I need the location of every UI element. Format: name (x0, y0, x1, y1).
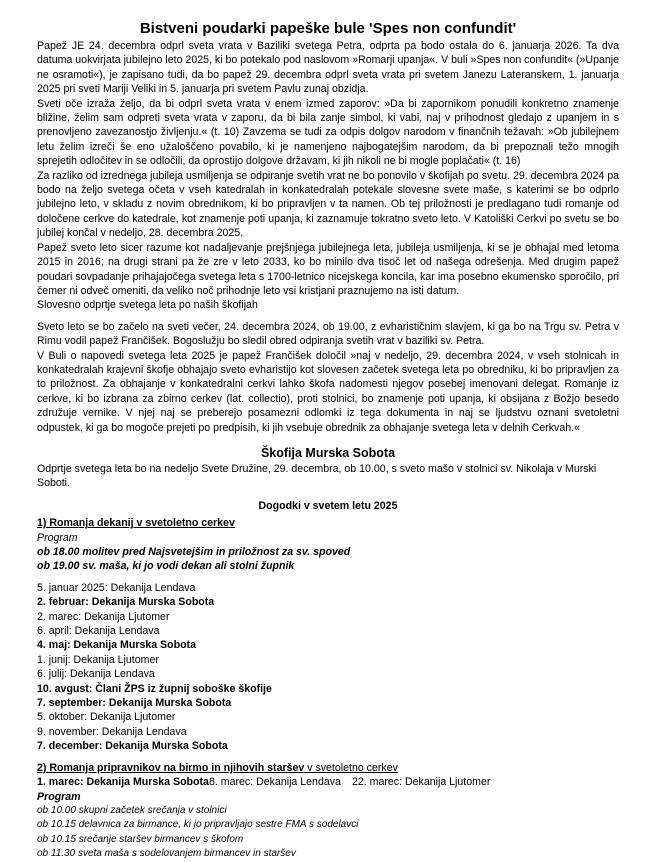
events-section-1 (37, 516, 619, 754)
date-item: 1. marec: Dekanija Murska Sobota (37, 776, 209, 789)
date-item: 9. november: Dekanija Lendava (37, 725, 187, 738)
date-item: 10. avgust: Člani ŽPS iz župnij soboške škofije (37, 682, 272, 695)
section-1-title: 1) Romanja dekanij v svetoletno cerkev (37, 517, 235, 530)
date-item: 6. julij: Dekanija Lendava (37, 668, 155, 681)
document-title: Bistveni poudarki papeške bule 'Spes non confundit' (139, 20, 517, 37)
section-2-program-item: ob 10.15 delavnica za birmance, ki jo pripravljajo sestre FMA s sodelavci (37, 819, 359, 831)
section-2-program-label: Program (37, 790, 81, 803)
diocese-text: Odprtje svetega leta bo na nedeljo Svete Družine, 29. decembra, ob 10.00, s sveto mašo v stolnici sv. Nikolaja v Murski Soboti. (37, 462, 597, 490)
diocese-heading: Škofija Murska Sobota (260, 445, 396, 460)
section-2-dates (37, 775, 619, 789)
paragraph-dioceses: Za razliko od izrednega jubileja usmiljenja se odpiranje svetih vrat ne bo ponovilo v škofijah po svetu. 29. decembra 2024 pa bodo na željo svetega očeta v vseh katedralah in konkatedralah potekale slovesne svete maše, s katerimi se bo odprlo jubilejno leto, v skladu z novim obrednikom, ki bo pripravljen v ta namen. Ob tej priložnosti je predlagano tudi romanje od določene cerkve do katedrale, kot znamenje poti upanja, ki zaznamuje tokratno sveto leto. V Katoliški Cerkvi po svetu se bo jubilej končal v nedeljo, 28. decembra 2025. (37, 169, 619, 240)
date-item: 2. februar: Dekanija Murska Sobota (37, 596, 215, 609)
spacer (37, 754, 619, 761)
paragraph-bull-quote: V Buli o napovedi svetega leta 2025 je papež Frančišek določil »naj v nedeljo, 29. decembra 2024, v vseh stolnicah in konkatedralah krajevni škofje obhajajo sveto evharistijo kot slovesen začetek svetega leta po obredniku, ki bo pripravljen za to priložnost. Za obhajanje v konkatedralni cerkvi lahko škofa nadomesti njegov posebej imenovani delegat. Romanje iz cerkve, ki bo izbrana za zbirno cerkev (lat. collectio), proti stolnici, bo znamenje poti upanja, ki obsijana z Božjo besedo združuje vernike. V njej naj se preberejo posamezni odlomki iz tega dokumenta in naj se ljudstvu oznani svetoletni odpustek, ki ga bo mogoče prejeti po predpisih, ki jih vsebuje obrednik za obhajanje svetega leta v delnih Cerkvah.« (37, 349, 619, 434)
section-2-program-item: ob 11.30 sveta maša s sodelovanjem birmancev in staršev (37, 848, 296, 860)
date-item: 4. maj: Dekanija Murska Sobota (37, 639, 196, 652)
spacer (37, 313, 619, 320)
date-item: 6. april: Dekanija Lendava (37, 625, 160, 638)
section-2-title-main: 2) Romanja pripravnikov na birmo in njihovih staršev (37, 761, 305, 774)
date-item: 5. oktober: Dekanija Ljutomer (37, 711, 176, 724)
date-item: 7. december: Dekanija Murska Sobota (37, 740, 228, 753)
paragraph-continuation: Papež sveto leto sicer razume kot nadaljevanje prejšnjega jubilejnega leta, jubileja usmiljenja, ki se je obhajal med letoma 2015 in 2016; na drugi strani pa že zre v leto 2033, ko bo minilo dva tisoč let od našega odrešenja. Med drugim papež poudari sovpadanje prihajajočega svetega leta s 1700-letnico nicejskega koncila, kar ima posebno ekumensko sporočilo, pri čemer ni odveč omeniti, da veliko noč prihodnje leto vsi kristjani praznujemo na isti datum. (37, 241, 619, 297)
section-1-program-label: Program (37, 531, 78, 544)
paragraph-christmas-eve: Sveto leto se bo začelo na sveti večer, 24. decembra 2024, ob 19.00, z evharističnim slavjem, ki ga bo na Trgu sv. Petra v Rimu vodil papež Frančišek. Bogoslužju bo sledil obred odpiranja svetih vrat v baziliki sv. Petra. (37, 320, 619, 348)
section-2-title (37, 761, 619, 775)
spacer (37, 574, 619, 581)
paragraph-prisoners: Sveti oče izraža željo, da bi odprl sveta vrata v enem izmed zaporov: »Da bi zapornikom ponudili konkretno znamenje bližine, želim sam odpreti sveta vrata v zaporu, da bi bila zanje simbol, ki vabi, naj v prihodnost gledajo z upanjem in s prenovljeno zavezanostjo življenju.« (t. 10) Zavzema se tudi za odpis dolgov narodom v finančnih težavah: »Ob jubilejnem letu želim izreči še eno užaloščeno povabilo, ki je namenjeno najbogatejšim narodom, da bi prepoznali težo mnogih sprejetih odločitev in se odločili, da oprostijo dolgove državam, ki jih nikoli ne bi mogle poplačati« (t. 16) (37, 97, 619, 168)
date-item: 2. marec: Dekanija Ljutomer (37, 610, 170, 623)
section-2-program-item: ob 10.15 srečanje staršev birmancev s škofom (37, 833, 244, 845)
events-section-2 (37, 761, 619, 862)
date-item: 5. januar 2025: Dekanija Lendava (37, 581, 196, 594)
events-heading: Dogodki v svetem letu 2025 (258, 499, 398, 512)
date-item: 22. marec: Dekanija Ljutomer (352, 776, 491, 789)
date-item: 1. junij: Dekanija Ljutomer (37, 653, 159, 666)
section-1-program-item: ob 19.00 sv. maša, ki jo vodi dekan ali stolni župnik (37, 560, 295, 573)
date-item: 8. marec: Dekanija Lendava (209, 776, 341, 789)
paragraph-solemn-opening: Slovesno odprtje svetega leta po naših škofijah (37, 299, 258, 312)
section-2-program-item: ob 10.00 skupni začetek srečanja v stolnici (37, 804, 227, 816)
paragraph-opening: Papež JE 24. decembra odprl sveta vrata v Baziliki svetega Petra, odprta pa bodo ostala do 6. januarja 2026. Ta dva datuma uokvirjata jubilejno leto 2025, ki bo potekalo pod naslovom »Romarji upanja«. V buli »Spes non confundit« (»Upanje ne osramoti«), je zapisano tudi, da bo papež 29. decembra odprl sveta vrata pri svetem Janezu Lateranskem, 1. januarja 2025 pri sveti Mariji Veliki in 5. januarja pri svetem Pavlu zunaj obzidja. (37, 40, 619, 96)
section-2-title-rest: v svetoletno cerkev (304, 761, 398, 774)
section-1-program-item: ob 18.00 molitev pred Najsvetejšim in priložnost za sv. spoved (37, 546, 351, 558)
date-item: 7. september: Dekanija Murska Sobota (37, 697, 232, 710)
